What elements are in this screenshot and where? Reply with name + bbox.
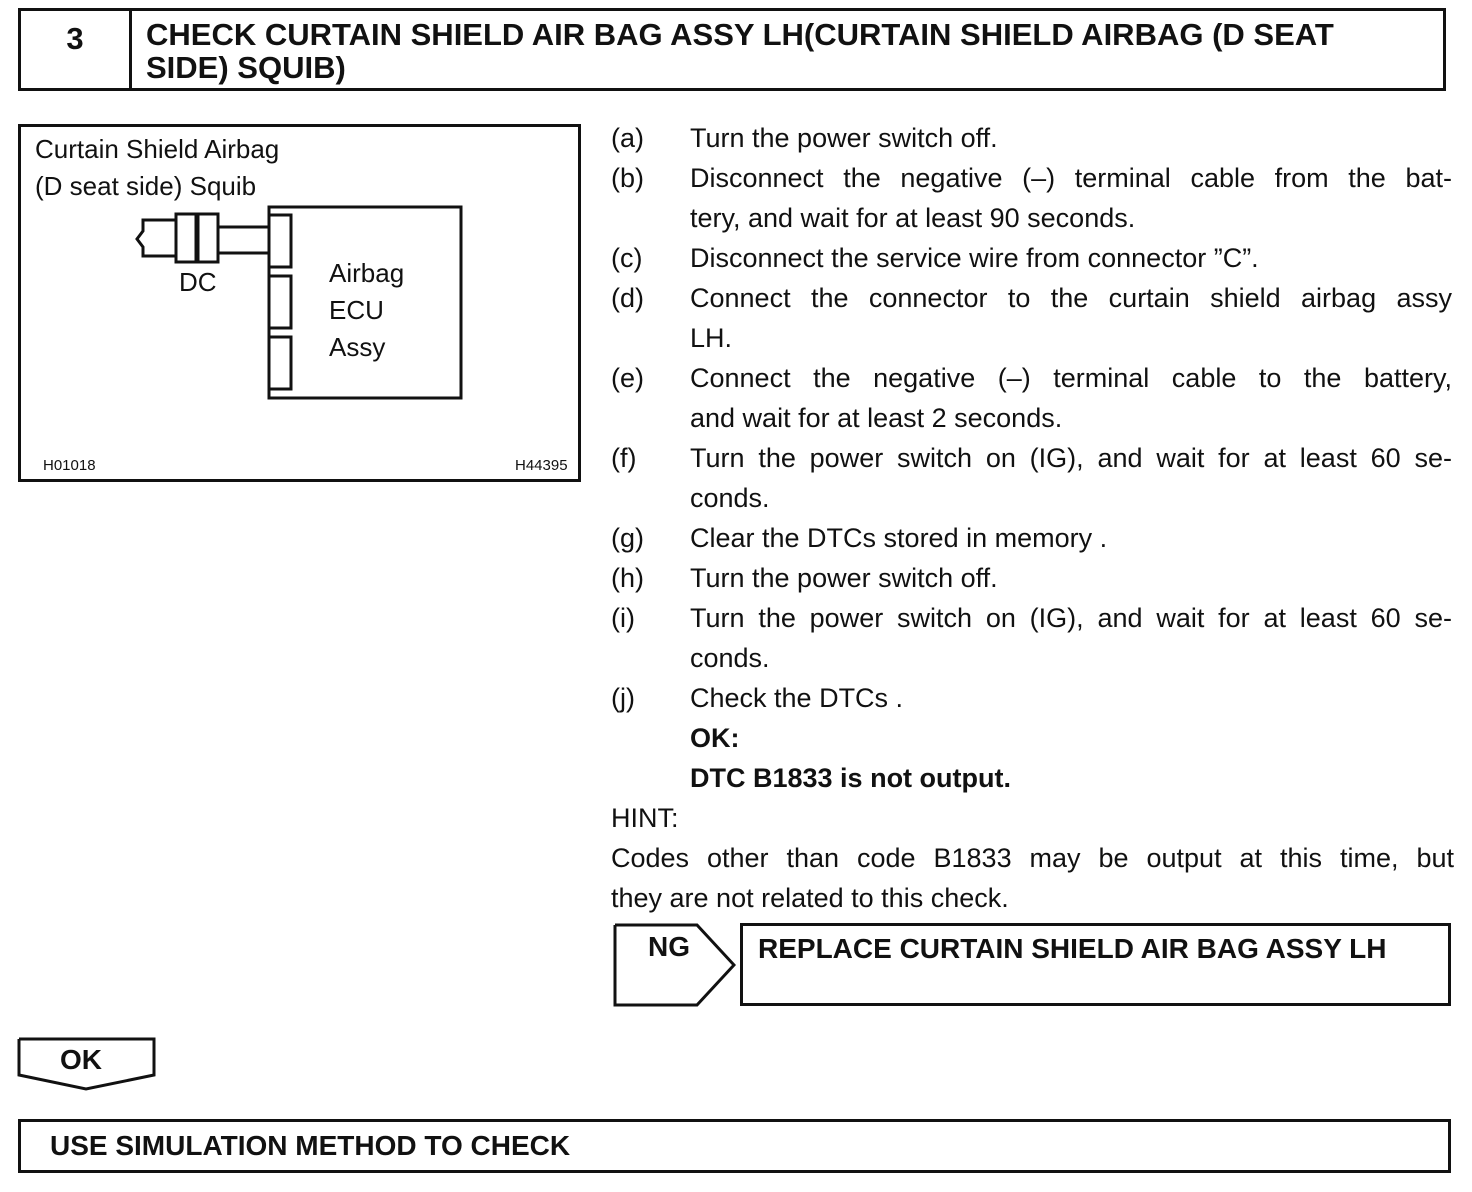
ok-label: OK xyxy=(60,1044,102,1075)
step-i xyxy=(611,598,1454,678)
step-a xyxy=(611,118,1454,158)
ecu-label-line-2: ECU xyxy=(329,295,384,325)
step-text xyxy=(690,358,1452,438)
step-letter: (e) xyxy=(611,363,644,393)
ecu-connector-3 xyxy=(269,337,291,389)
connector-dc-left xyxy=(176,214,196,262)
figure-code-right: H44395 xyxy=(515,457,568,474)
step-h xyxy=(611,558,1454,598)
step-letter: (i) xyxy=(611,603,635,633)
connector-dc-label: DC xyxy=(179,267,217,297)
step-text: Check the DTCs . xyxy=(690,683,904,713)
step-text-line-2: and wait for at least 2 seconds. xyxy=(690,403,1063,433)
step-j xyxy=(611,678,1454,718)
ecu-connector-1 xyxy=(269,215,291,267)
ng-action-box: REPLACE CURTAIN SHIELD AIR BAG ASSY LH xyxy=(740,923,1451,1006)
step-letter: (b) xyxy=(611,163,644,193)
step-letter: (j) xyxy=(611,683,635,713)
ecu-label-line-3: Assy xyxy=(329,332,386,362)
squib-label-line-1: Curtain Shield Airbag xyxy=(35,134,280,164)
ecu-label xyxy=(329,255,404,366)
step-f xyxy=(611,438,1454,518)
step-b xyxy=(611,158,1454,238)
step-letter: (c) xyxy=(611,243,643,273)
step-text-line-1: Disconnect the negative (–) terminal cable from the bat- xyxy=(690,163,1452,193)
step-text: Disconnect the service wire from connector ”C”. xyxy=(690,243,1259,273)
hint-line-1: Codes other than code B1833 may be output at this time, but xyxy=(611,843,1454,873)
squib-plug-outline xyxy=(137,220,176,256)
ng-label: NG xyxy=(648,931,690,962)
step-text xyxy=(690,278,1452,358)
step-d xyxy=(611,278,1454,358)
step-text-line-1: Connect the negative (–) terminal cable to the battery, xyxy=(690,363,1452,393)
wiring-diagram xyxy=(18,124,581,482)
step-text-line-2: LH. xyxy=(690,323,733,353)
squib-label-line-2: (D seat side) Squib xyxy=(35,171,257,201)
step-number: 3 xyxy=(21,11,132,88)
step-text xyxy=(690,158,1452,238)
connector-dc-right xyxy=(198,214,218,262)
step-text xyxy=(690,438,1452,518)
step-text-line-1: Turn the power switch on (IG), and wait for at least 60 se- xyxy=(690,443,1452,473)
step-letter: (f) xyxy=(611,443,637,473)
step-header xyxy=(18,8,1446,91)
step-text-line-1: Connect the connector to the curtain shield airbag assy xyxy=(690,283,1452,313)
step-text xyxy=(690,598,1452,678)
ok-criteria-label: OK: xyxy=(690,723,740,753)
step-text-line-2: conds. xyxy=(690,483,770,513)
step-letter: (d) xyxy=(611,283,644,313)
step-letter: (g) xyxy=(611,523,644,553)
step-text: Turn the power switch off. xyxy=(690,123,998,153)
figure-code-left: H01018 xyxy=(43,457,96,474)
step-title-line-2: SIDE) SQUIB) xyxy=(146,50,346,85)
step-text-line-2: conds. xyxy=(690,643,770,673)
hint-label: HINT: xyxy=(611,803,679,833)
step-g xyxy=(611,518,1454,558)
step-letter: (h) xyxy=(611,563,644,593)
step-e xyxy=(611,358,1454,438)
step-title-line-1: CHECK CURTAIN SHIELD AIR BAG ASSY LH(CURTAIN SHIELD AIRBAG (D SEAT xyxy=(146,17,1334,52)
step-text: Clear the DTCs stored in memory . xyxy=(690,523,1108,553)
step-c xyxy=(611,238,1454,278)
ok-criteria-text: DTC B1833 is not output. xyxy=(690,763,1012,793)
step-letter: (a) xyxy=(611,123,644,153)
squib-label xyxy=(35,131,279,205)
step-title xyxy=(146,18,1446,84)
final-action-box: USE SIMULATION METHOD TO CHECK xyxy=(18,1119,1451,1173)
ecu-label-line-1: Airbag xyxy=(329,258,405,288)
step-text-line-2: tery, and wait for at least 90 seconds. xyxy=(690,203,1136,233)
step-text: Turn the power switch off. xyxy=(690,563,998,593)
ecu-connector-2 xyxy=(269,276,291,328)
step-text-line-1: Turn the power switch on (IG), and wait for at least 60 se- xyxy=(690,603,1452,633)
hint-line-2: they are not related to this check. xyxy=(611,883,1009,913)
